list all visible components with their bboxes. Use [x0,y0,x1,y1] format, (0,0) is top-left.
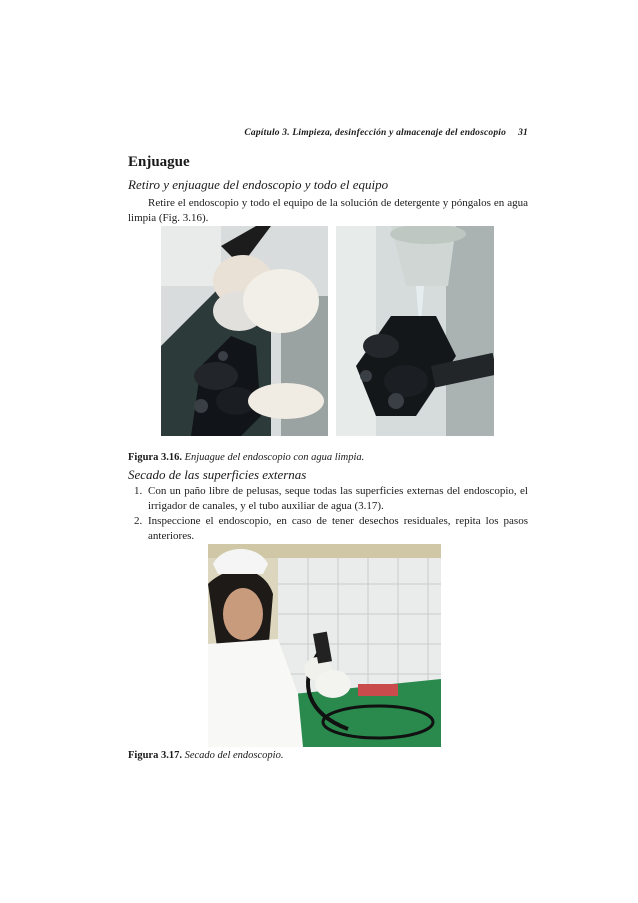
page-number: 31 [518,128,528,138]
figure-3-17-label: Figura 3.17. [128,750,182,761]
running-header [128,128,528,138]
section-title: Enjuague [128,154,190,170]
figure-3-16-label: Figura 3.16. [128,452,182,463]
figure-3-16-left-photo [161,226,328,436]
list-item [128,484,528,514]
list-item-number: 2. [134,515,143,527]
drying-steps-list [128,484,528,544]
figure-3-16-caption [128,452,364,463]
list-item-text: Inspeccione el endoscopio, en caso de tener desechos residuales, repita los pasos anteriores. [148,515,528,542]
figure-3-17-caption [128,750,283,761]
running-title: Capítulo 3. Limpieza, desinfección y almacenaje del endoscopio [244,128,507,138]
figure-3-17-photo [208,544,441,747]
list-item-text: Con un paño libre de pelusas, seque todas las superficies externas del endoscopio, el irrigador de canales, y el tubo auxiliar de agua (3.17). [148,485,528,512]
list-item-number: 1. [134,485,143,497]
section-subtitle: Retiro y enjuague del endoscopio y todo el equipo [128,177,389,192]
rinse-paragraph: Retire el endoscopio y todo el equipo de la solución de detergente y póngalos en agua limpia (Fig. 3.16). [128,197,528,224]
list-item [128,514,528,544]
drying-subtitle: Secado de las superficies externas [128,467,307,482]
figure-3-16-right-photo [336,226,494,436]
figure-3-17-text: Secado del endoscopio. [184,750,284,761]
figure-3-16-text: Enjuague del endoscopio con agua limpia. [184,452,365,463]
